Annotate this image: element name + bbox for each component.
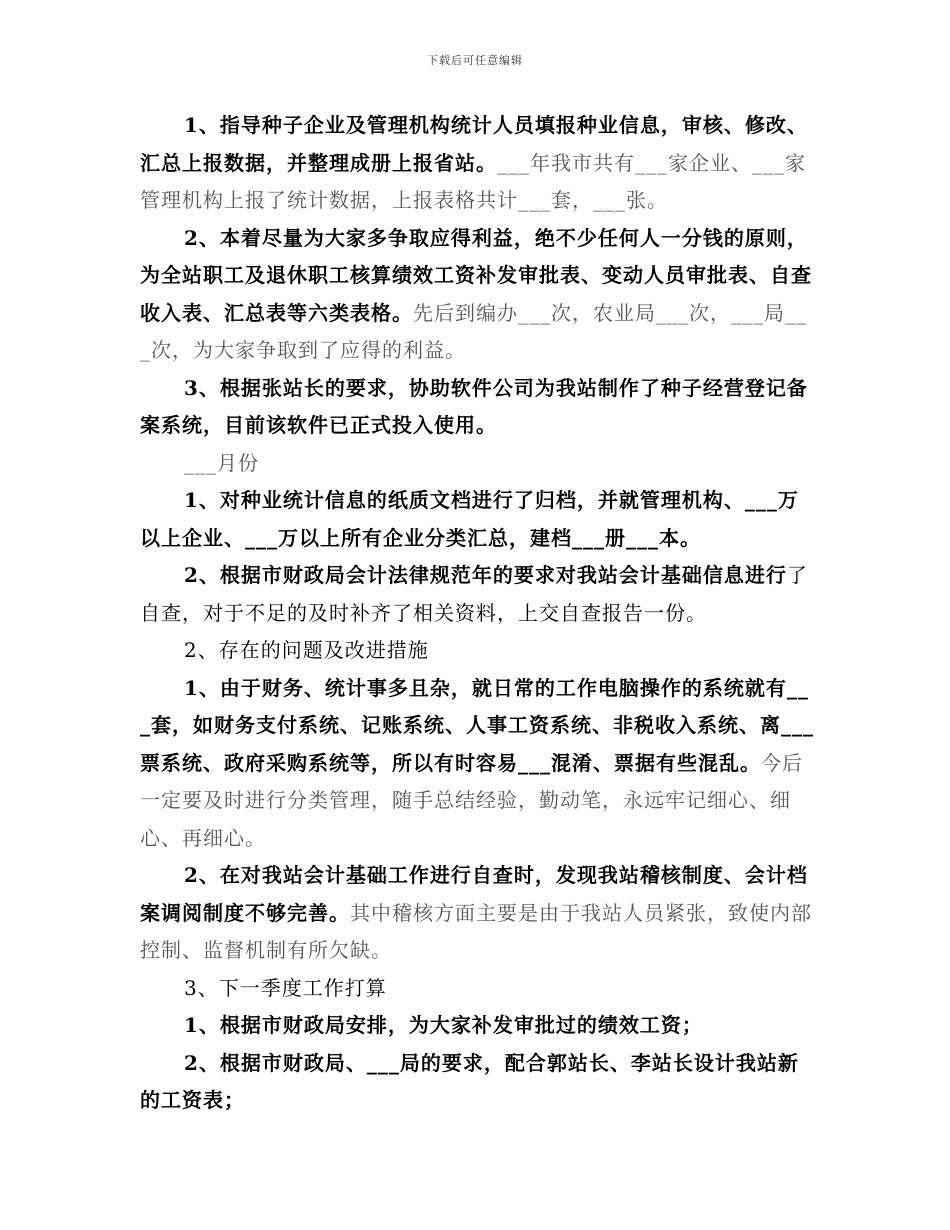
paragraph-text: 其中稽核方面主要是由于我站人员紧张，致使内部控制、监督机制有所欠缺。 (140, 900, 812, 962)
paragraph-bold-text: 1、由于财务、统计事多且杂，就日常的工作电脑操作的系统就有___套，如财务支付系统、记账系统、人事工资系统、非税收入系统、离___票系统、政府采购系统等，所以有时容易___混淆、票据有些混乱。 (140, 675, 814, 775)
paragraph (140, 970, 815, 1008)
paragraph-text: ___年我市共有___家企业、___家管理机构上报了统计数据，上报表格共计___套，___张。 (140, 150, 806, 212)
paragraph (140, 670, 815, 858)
paragraph (140, 1007, 815, 1045)
paragraph-bold-text: 3、根据张站长的要求，协助软件公司为我站制作了种子经营登记备案系统，目前该软件已正式投入使用。 (140, 375, 808, 437)
paragraph-text: 今后一定要及时进行分类管理，随手总结经验，勤动笔，永远牢记细心、细心、再细心。 (140, 750, 803, 850)
paragraph (140, 107, 815, 220)
paragraph (140, 632, 815, 670)
paragraph-bold-text: 1、根据市财政局安排，为大家补发审批过的绩效工资； (184, 1013, 703, 1037)
paragraph (140, 1045, 815, 1120)
section-heading: 3、下一季度工作打算 (184, 975, 387, 1000)
paragraph-text: 了自查，对于不足的及时补齐了相关资料，上交自查报告一份。 (140, 563, 808, 625)
paragraph-bold-text: 2、根据市财政局、___局的要求，配合郭站长、李站长设计我站新的工资表； (140, 1050, 799, 1112)
paragraph (140, 857, 815, 970)
paragraph-text: 先后到编办___次，农业局___次，___局___次，为大家争取到了应得的利益。 (140, 300, 807, 362)
paragraph (140, 557, 815, 632)
section-heading-month: ___月份 (184, 450, 259, 475)
paragraph-bold-text: 2、本着尽量为大家多争取应得利益，绝不少任何人一分钱的原则，为全站职工及退休职工核算绩效工资补发审批表、变动人员审批表、自查收入表、汇总表等六类表格。 (140, 225, 812, 325)
paragraph-bold-text: 2、在对我站会计基础工作进行自查时，发现我站稽核制度、会计档案调阅制度不够完善。 (140, 863, 808, 925)
page-header: 下载后可任意编辑 (427, 54, 523, 67)
paragraph (140, 482, 815, 557)
paragraph (140, 445, 815, 483)
document-body (140, 107, 815, 1120)
section-heading: 2、存在的问题及改进措施 (184, 638, 429, 662)
paragraph (140, 220, 815, 370)
paragraph (140, 370, 815, 445)
paragraph-bold-text: 1、指导种子企业及管理机构统计人员填报种业信息，审核、修改、汇总上报数据，并整理成册上报省站。 (140, 113, 808, 175)
paragraph-bold-text: 1、对种业统计信息的纸质文档进行了归档，并就管理机构、___万以上企业、___万以上所有企业分类汇总，建档___册___本。 (140, 488, 799, 550)
paragraph-bold-text: 2、根据市财政局会计法律规范年的要求对我站会计基础信息进行 (184, 563, 787, 587)
